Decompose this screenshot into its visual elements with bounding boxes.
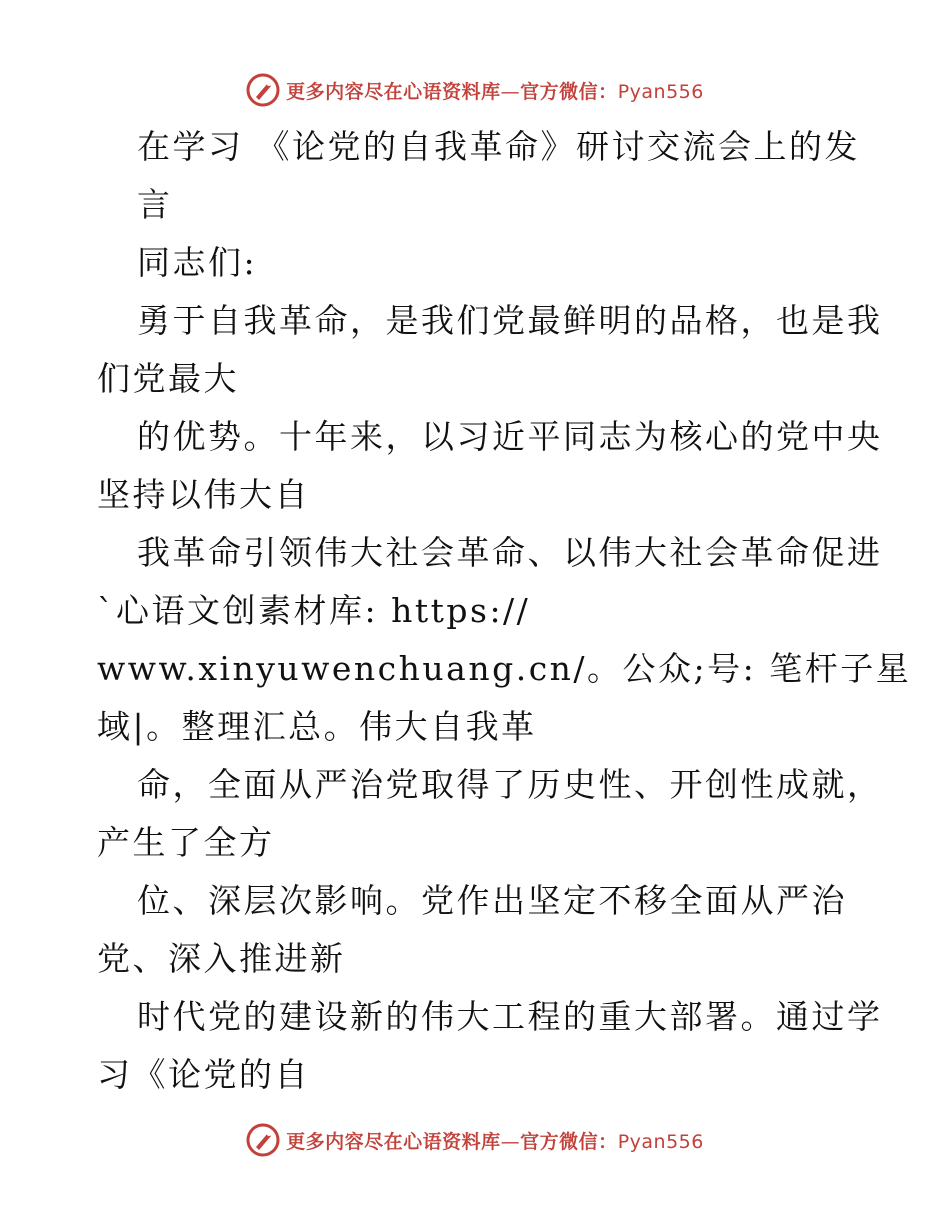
banner-wechat-id: Pyan556 (617, 1130, 704, 1153)
banner-wechat-label: 官方微信： (520, 1130, 618, 1153)
paragraph-line: 勇于自我革命，是我们党最鲜明的品格，也是我 (137, 301, 883, 340)
paragraph-line: 产生了全方 (97, 823, 275, 862)
banner-separator: — (500, 80, 521, 103)
document-body (97, 118, 912, 1104)
paragraph-line: 域|。整理汇总。伟大自我革 (97, 707, 537, 746)
footer-watermark-banner (0, 1120, 950, 1160)
paragraph-line: 的优势。十年来，以习近平同志为核心的党中央 (137, 417, 883, 456)
paragraph-line: 命，全面从严治党取得了历史性、开创性成就， (137, 765, 883, 804)
pen-nib-logo-icon (246, 1123, 280, 1157)
salutation: 同志们: (137, 243, 258, 282)
header-watermark-banner (0, 70, 950, 110)
paragraph-line: 时代党的建设新的伟大工程的重大部署。通过学 (137, 997, 883, 1036)
title-line-2: 言 (137, 185, 173, 224)
paragraph-line: www.xinyuwenchuang.cn/。公众;号: 笔杆子星 (97, 649, 912, 688)
title-line-1: 在学习 《论党的自我革命》研讨交流会上的发 (137, 127, 860, 166)
banner-wechat-id: Pyan556 (617, 80, 704, 103)
banner-main-text: 更多内容尽在心语资料库 (286, 1130, 501, 1153)
paragraph-line: 们党最大 (97, 359, 239, 398)
paragraph-line: 习《论党的自 (97, 1055, 310, 1094)
pen-nib-logo-icon (246, 73, 280, 107)
paragraph-line: `心语文创素材库: https:// (97, 591, 531, 630)
banner-separator: — (500, 1130, 521, 1153)
banner-main-text: 更多内容尽在心语资料库 (286, 80, 501, 103)
paragraph-line: 坚持以伟大自 (97, 475, 310, 514)
paragraph-line: 位、深层次影响。党作出坚定不移全面从严治 (137, 881, 847, 920)
banner-wechat-label: 官方微信： (520, 80, 618, 103)
paragraph-line: 我革命引领伟大社会革命、以伟大社会革命促进 (137, 533, 883, 572)
paragraph-line: 党、深入推进新 (97, 939, 346, 978)
